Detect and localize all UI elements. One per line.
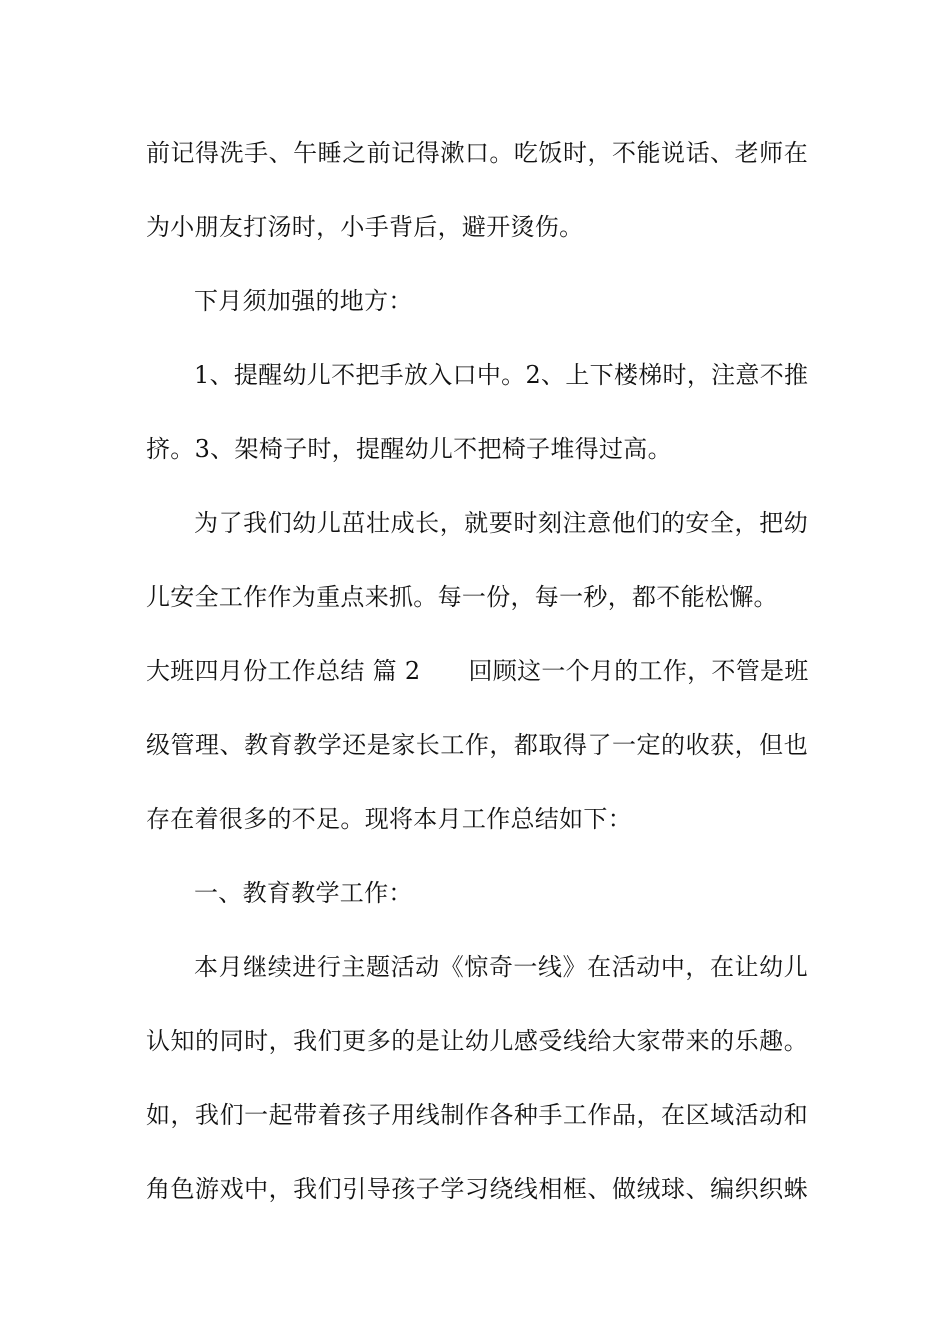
paragraph-line: 回顾这一个月的工作，不管是班 [468, 657, 809, 685]
paragraph-line: 角色游戏中，我们引导孩子学习绕线相框、做绒球、编织织蛛 [146, 1175, 808, 1203]
paragraph-line: 如，我们一起带着孩子用线制作各种手工作品，在区域活动和 [146, 1101, 808, 1129]
paragraph-line: 1、提醒幼儿不把手放入口中。2、上下楼梯时，注意不推 [194, 361, 809, 389]
paragraph-line: 前记得洗手、午睡之前记得漱口。吃饭时，不能说话、老师在 [146, 139, 808, 167]
paragraph-line: 认知的同时，我们更多的是让幼儿感受线给大家带来的乐趣。 [146, 1027, 808, 1055]
section-heading: 大班四月份工作总结 篇 2 [146, 657, 421, 685]
subheading: 一、教育教学工作： [194, 879, 413, 907]
section-heading-line [146, 656, 808, 686]
paragraph-line: 为了我们幼儿茁壮成长，就要时刻注意他们的安全，把幼 [194, 509, 808, 537]
paragraph-line: 挤。3、架椅子时，提醒幼儿不把椅子堆得过高。 [146, 435, 672, 463]
paragraph-line: 下月须加强的地方： [194, 287, 413, 315]
paragraph-line: 存在着很多的不足。现将本月工作总结如下： [146, 805, 632, 833]
paragraph-line: 儿安全工作作为重点来抓。每一份，每一秒，都不能松懈。 [146, 583, 778, 611]
paragraph-line: 为小朋友打汤时，小手背后，避开烫伤。 [146, 213, 584, 241]
paragraph-line: 级管理、教育教学还是家长工作，都取得了一定的收获，但也 [146, 731, 808, 759]
paragraph-line: 本月继续进行主题活动《惊奇一线》在活动中，在让幼儿 [194, 953, 808, 981]
